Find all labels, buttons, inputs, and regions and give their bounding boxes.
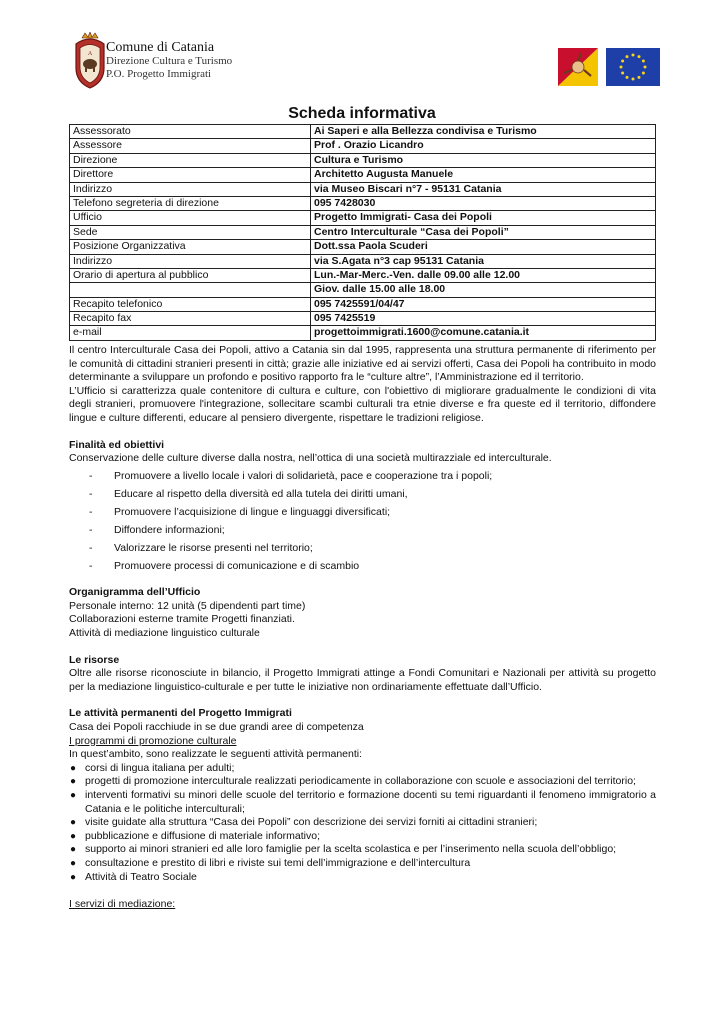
organigramma-line: Attività di mediazione linguistico culturale (69, 627, 260, 640)
sicily-flag-icon (558, 48, 598, 86)
list-item: ● progetti di promozione interculturale realizzati periodicamente in collaborazione con scuole e associazioni del territorio; (70, 775, 636, 788)
attivita-heading: Le attività permanenti del Progetto Immigrati (69, 707, 292, 720)
servizi-subheading: I servizi di mediazione: (69, 898, 176, 911)
table-cell-value: Cultura e Turismo (311, 153, 656, 167)
list-item: ● Attività di Teatro Sociale (70, 870, 197, 883)
table-cell-value: Progetto Immigrati- Casa dei Popoli (311, 211, 656, 225)
attivita-line: Casa dei Popoli racchiude in se due grandi aree di competenza (69, 721, 364, 734)
list-item: ● interventi formativi su minori delle scuole del territorio e formazione docenti su temi riguardanti il fenomeno immigratorio a Catania e le politiche interculturali; (70, 788, 656, 815)
table-cell-value: Architetto Augusta Manuele (311, 168, 656, 182)
org-department: Direzione Cultura e Turismo (106, 55, 233, 67)
table-cell-value: 095 7428030 (311, 196, 656, 210)
table-row (70, 283, 656, 297)
table-cell-label: e-mail (70, 326, 311, 340)
programmi-subheading: I programmi di promozione culturale (69, 734, 237, 747)
list-item: - Promuovere a livello locale i valori di solidarietà, pace e cooperazione tra i popoli; (89, 469, 493, 482)
table-cell-label: Indirizzo (70, 254, 311, 268)
table-row (70, 153, 656, 167)
table-cell-label: Telefono segreteria di direzione (70, 196, 311, 210)
list-item: - Promuovere l’acquisizione di lingue e linguaggi diversificati; (89, 505, 391, 518)
list-item: ● supporto ai minori stranieri ed alle loro famiglie per la scelta scolastica e per l’inserimento nella scuola dell’obbligo; (70, 843, 617, 856)
table-cell-label: Assessore (70, 139, 311, 153)
table-cell-label: Recapito fax (70, 312, 311, 326)
table-cell-label: Posizione Organizzativa (70, 240, 311, 254)
table-cell-label (70, 283, 311, 297)
list-item: - Educare al rispetto della diversità ed alla tutela dei diritti umani, (89, 487, 408, 500)
list-item: - Promuovere processi di comunicazione e di scambio (89, 559, 360, 572)
organigramma-line: Personale interno: 12 unità (5 dipendenti part time) (69, 599, 306, 612)
org-name: Comune di Catania (106, 40, 215, 55)
table-row (70, 326, 656, 340)
table-cell-value: Prof . Orazio Licandro (311, 139, 656, 153)
table-cell-value: progettoimmigrati.1600@comune.catania.it (311, 326, 656, 340)
eu-flag-icon (606, 48, 660, 86)
table-cell-value: via S.Agata n°3 cap 95131 Catania (311, 254, 656, 268)
city-crest-icon (72, 32, 108, 90)
organigramma-heading: Organigramma dell’Ufficio (69, 586, 201, 599)
table-cell-value: Giov. dalle 15.00 alle 18.00 (311, 283, 656, 297)
page-title: Scheda informativa (288, 105, 436, 122)
table-row (70, 196, 656, 210)
table-row (70, 240, 656, 254)
table-cell-label: Orario di apertura al pubblico (70, 268, 311, 282)
intro-paragraph: L’Ufficio si caratterizza quale contenitore di cultura e culture, con l'obiettivo di migliorare gradualmente le condizioni di vita degli stranieri, promuovere l'integrazione, sollecitare scambi culturali tra etnie diverse e fra queste ed il territorio, diffondere lingue e culture differenti, educare al pensiero divergente, rispettare le tradizioni religiose. (69, 384, 656, 424)
intro-paragraph: Il centro Interculturale Casa dei Popoli, attivo a Catania sin dal 1995, rappresenta una struttura permanente di riferimento per le comunità di cittadini stranieri presenti in città; grazie alle iniziative ed ai servizi offerti, Casa dei Popoli ha contribuito in modo determinante a sviluppare un profondo e positivo rapporto fra le “culture altre”, l’Amministrazione ed il territorio. (69, 344, 656, 384)
document-body (69, 344, 656, 912)
finalita-text: Conservazione delle culture diverse dalla nostra, nell’ottica di una società multirazziale ed interculturale. (69, 452, 552, 465)
list-item: - Valorizzare le risorse presenti nel territorio; (89, 541, 313, 554)
organigramma-line: Collaborazioni esterne tramite Progetti finanziati. (69, 613, 295, 626)
finalita-heading: Finalità ed obiettivi (69, 438, 165, 451)
table-cell-value: 095 7425591/04/47 (311, 297, 656, 311)
table-row (70, 297, 656, 311)
list-item: ● corsi di lingua italiana per adulti; (70, 761, 235, 774)
document-header (72, 32, 662, 92)
attivita-line: In quest’ambito, sono realizzate le seguenti attività permanenti: (69, 748, 363, 761)
flags (540, 48, 660, 88)
info-table (69, 124, 656, 341)
table-row (70, 211, 656, 225)
table-cell-value: 095 7425519 (311, 312, 656, 326)
table-row (70, 312, 656, 326)
table-row (70, 168, 656, 182)
table-cell-label: Assessorato (70, 125, 311, 139)
table-cell-value: Centro Interculturale “Casa dei Popoli” (311, 225, 656, 239)
table-cell-value: Ai Saperi e alla Bellezza condivisa e Turismo (311, 125, 656, 139)
table-cell-label: Ufficio (70, 211, 311, 225)
table-row (70, 268, 656, 282)
risorse-text: Oltre alle risorse riconosciute in bilancio, il Progetto Immigrati attinge a Fondi Comunitari e Nazionali per attività su progetto per la mediazione linguistico-culturale e per tutte le iniziative non ordinariamente effettuate dall’Ufficio. (69, 667, 656, 693)
table-row (70, 225, 656, 239)
list-item: ● pubblicazione e diffusione di materiale informativo; (70, 829, 321, 842)
table-cell-label: Direttore (70, 168, 311, 182)
attivita-list (69, 762, 656, 884)
risorse-heading: Le risorse (69, 653, 120, 666)
table-cell-value: Lun.-Mar-Merc.-Ven. dalle 09.00 alle 12.00 (311, 268, 656, 282)
table-cell-value: via Museo Biscari n°7 - 95131 Catania (311, 182, 656, 196)
table-cell-label: Recapito telefonico (70, 297, 311, 311)
org-office: P.O. Progetto Immigrati (106, 68, 212, 80)
finalita-list (69, 470, 656, 574)
table-row (70, 182, 656, 196)
table-cell-label: Indirizzo (70, 182, 311, 196)
list-item: ● visite guidate alla struttura “Casa dei Popoli” con descrizione dei servizi forniti ai cittadini stranieri; (70, 816, 538, 829)
table-row (70, 125, 656, 139)
list-item: - Diffondere informazioni; (89, 523, 225, 536)
table-row (70, 254, 656, 268)
table-cell-label: Direzione (70, 153, 311, 167)
svg-text:A: A (87, 51, 93, 57)
organization-block (106, 40, 232, 81)
list-item: ● consultazione e prestito di libri e riviste sui temi dell’immigrazione e dell’intercultura (70, 856, 471, 869)
table-cell-value: Dott.ssa Paola Scuderi (311, 240, 656, 254)
table-cell-label: Sede (70, 225, 311, 239)
table-row (70, 139, 656, 153)
